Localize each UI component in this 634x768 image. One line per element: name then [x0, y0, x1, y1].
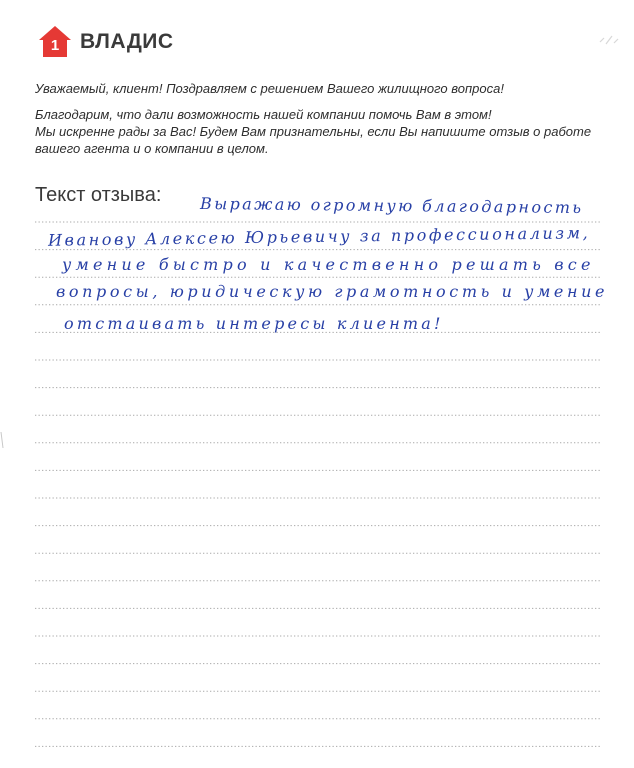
handwritten-line: отстаивать интересы клиента! [64, 314, 444, 333]
handwritten-line: Ивановy Алексею Юрьевичу за профессионализм, [47, 223, 591, 250]
brand-name: ВЛАДИС [80, 30, 174, 53]
logo-badge-digit: 1 [50, 37, 60, 54]
handwritten-line: умение быстро и качественно решать все [62, 255, 595, 274]
review-heading: Текст отзыва: [35, 184, 162, 206]
intro-greeting: Уважаемый, клиент! Поздравляем с решением Вашего жилищного вопроса! [35, 81, 504, 96]
handwritten-line: вопросы, юридическую грамотность и умение [56, 282, 609, 301]
intro-thanks: Благодарим, что дали возможность нашей компании помочь Вам в этом! [35, 107, 492, 122]
intro-request: Мы искренне рады за Вас! Будем Вам признательны, если Вы напишите отзыв о работе [35, 124, 592, 139]
intro-request-continued: вашего агента и о компании в целом. [35, 141, 269, 156]
scan-edge-mark [0, 430, 8, 450]
handwritten-line: Выражаю огромную благодарность [199, 193, 584, 218]
